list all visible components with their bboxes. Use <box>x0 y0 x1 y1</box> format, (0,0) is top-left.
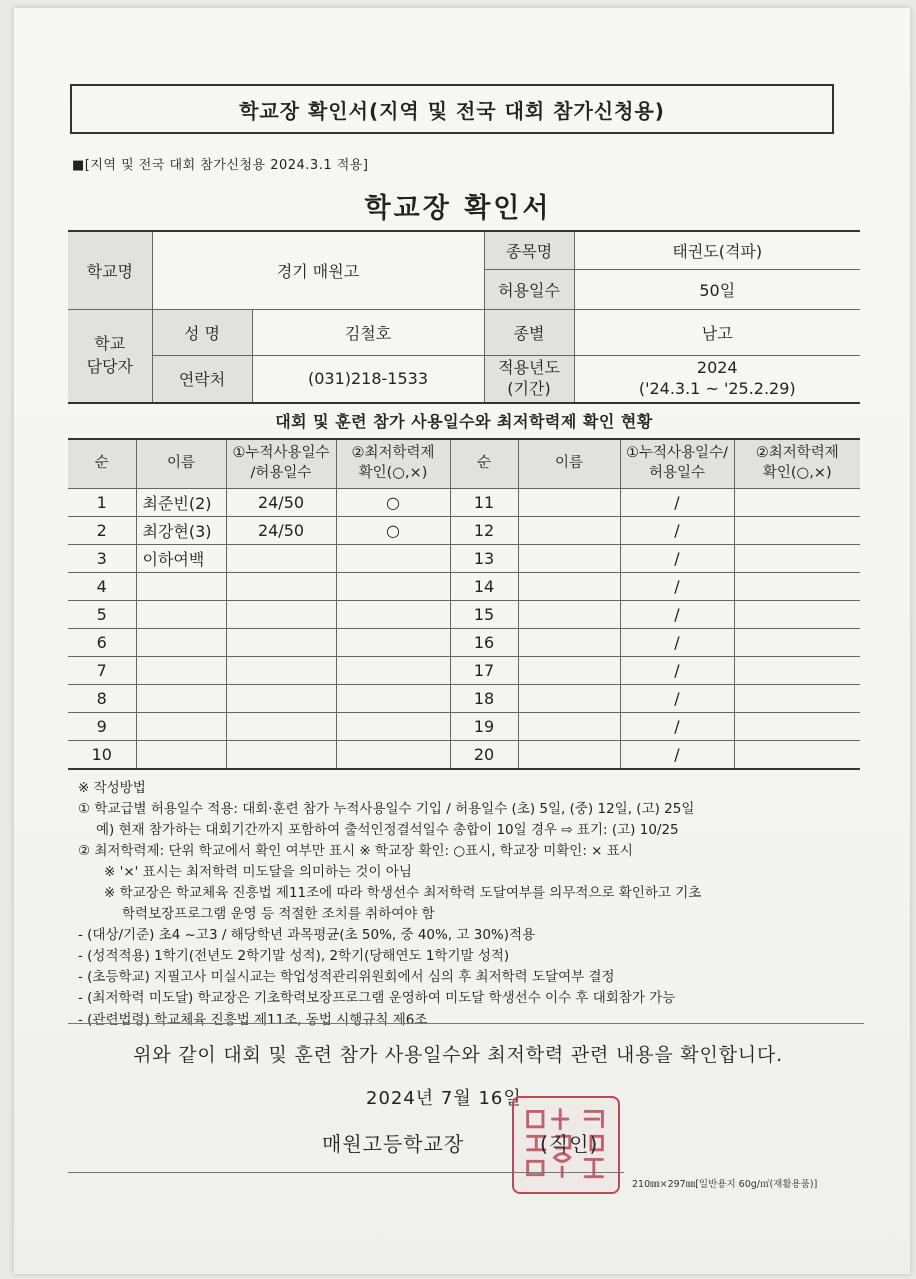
header-no-right: 순 <box>450 439 518 489</box>
days-used: / <box>620 685 734 713</box>
student-name <box>136 629 226 657</box>
header-title-box: 학교장 확인서(지역 및 전국 대회 참가신청용) <box>70 84 834 134</box>
note-detail-5: - (관련법령) 학교체육 진흥법 제11조, 동법 시행규칙 제6조 <box>78 1011 428 1028</box>
academic-check <box>734 685 860 713</box>
event-value: 태권도(격파) <box>574 231 860 269</box>
note-2d: 학력보장프로그램 운영 등 적절한 조치를 취하여야 함 <box>122 906 435 923</box>
student-name <box>518 685 620 713</box>
confirmation-statement: 위와 같이 대회 및 훈련 참가 사용일수와 최저학력 관련 내용을 확인합니다. <box>133 1044 783 1066</box>
student-name: 이하여백 <box>136 545 226 573</box>
days-used: / <box>620 573 734 601</box>
student-name <box>518 573 620 601</box>
days-used: / <box>620 545 734 573</box>
row-number: 9 <box>68 713 136 741</box>
header-check-right: ②최저학력제 확인(○,×) <box>734 439 860 489</box>
row-number: 11 <box>450 489 518 517</box>
row-number: 20 <box>450 741 518 770</box>
student-name <box>136 713 226 741</box>
academic-check <box>734 657 860 685</box>
academic-check <box>734 629 860 657</box>
days-used: / <box>620 713 734 741</box>
year-cell <box>574 355 860 403</box>
note-detail-2: - (성적적용) 1학기(전년도 2학기말 성적), 2학기(당해연도 1학기말 성적) <box>78 948 510 965</box>
academic-check <box>336 601 450 629</box>
table-row <box>68 713 860 741</box>
days-used: 24/50 <box>226 517 336 545</box>
applicability-line: ■[지역 및 전국 대회 참가신청용 2024.3.1 적용] <box>72 158 369 173</box>
days-used <box>226 601 336 629</box>
row-number: 18 <box>450 685 518 713</box>
row-number: 5 <box>68 601 136 629</box>
student-name <box>136 685 226 713</box>
contact-value: (031)218-1533 <box>252 355 484 403</box>
table-row <box>68 601 860 629</box>
row-number: 8 <box>68 685 136 713</box>
table-row <box>68 545 860 573</box>
status-section-title: 대회 및 훈련 참가 사용일수와 최저학력제 확인 현황 <box>275 412 653 431</box>
note-detail-4: - (최저학력 미도달) 학교장은 기초학력보장프로그램 운영하여 미도달 학생선수 이수 후 대회참가 가능 <box>78 990 676 1007</box>
student-name <box>518 545 620 573</box>
note-1b: 예) 현재 참가하는 대회기간까지 포함하여 출석인정결석일수 총합이 10일 경우 ⇨ 표기: (고) 10/25 <box>96 822 679 839</box>
table-row <box>68 629 860 657</box>
header-check: ②최저학력제 확인(○,×) <box>336 439 450 489</box>
student-name <box>136 601 226 629</box>
row-number: 6 <box>68 629 136 657</box>
school-info-table <box>68 230 860 404</box>
school-label: 학교명 <box>68 231 152 309</box>
period-value: ('24.3.1 ~ '25.2.29) <box>638 378 796 398</box>
row-number: 17 <box>450 657 518 685</box>
academic-check <box>336 713 450 741</box>
student-name <box>518 629 620 657</box>
row-number: 12 <box>450 517 518 545</box>
year-value: 2024 <box>696 357 738 377</box>
days-used <box>226 629 336 657</box>
table-row <box>68 741 860 770</box>
days-used: / <box>620 517 734 545</box>
row-number: 16 <box>450 629 518 657</box>
row-number: 13 <box>450 545 518 573</box>
academic-check <box>734 573 860 601</box>
row-number: 4 <box>68 573 136 601</box>
student-name <box>136 657 226 685</box>
academic-check <box>336 741 450 770</box>
header-name-right: 이름 <box>518 439 620 489</box>
page-title: 학교장 확인서 <box>364 193 552 224</box>
note-2b: ※ '×' 표시는 최저학력 미도달을 의미하는 것이 아님 <box>104 864 412 881</box>
days-used: / <box>620 741 734 770</box>
header-days: ①누적사용일수 /허용일수 <box>226 439 336 489</box>
note-detail-3: - (초등학교) 지필고사 미실시교는 학업성적관리위원회에서 심의 후 최저학력 도달여부 결정 <box>78 969 615 986</box>
days-used <box>226 545 336 573</box>
days-used <box>226 741 336 770</box>
name-value: 김철호 <box>252 309 484 355</box>
table-row <box>68 489 860 517</box>
academic-check <box>336 545 450 573</box>
days-used: / <box>620 657 734 685</box>
notes-heading: ※ 작성방법 <box>78 780 146 796</box>
table-row <box>68 657 860 685</box>
academic-check: ○ <box>336 489 450 517</box>
school-value: 경기 매원고 <box>152 231 484 309</box>
student-name <box>518 657 620 685</box>
row-number: 14 <box>450 573 518 601</box>
academic-check <box>734 741 860 770</box>
allowed-days-value: 50일 <box>574 269 860 309</box>
row-number: 1 <box>68 489 136 517</box>
student-name <box>518 517 620 545</box>
seal-mark: (직인) <box>540 1132 599 1156</box>
academic-check: ○ <box>336 517 450 545</box>
academic-check <box>734 517 860 545</box>
academic-check <box>734 713 860 741</box>
table-row <box>68 685 860 713</box>
days-used <box>226 685 336 713</box>
note-detail-1: - (대상/기준) 초4 ~고3 / 해당학년 과목평균(초 50%, 중 40%, 고 30%)적용 <box>78 927 536 944</box>
row-number: 10 <box>68 741 136 770</box>
table-row <box>68 573 860 601</box>
divider <box>68 1023 864 1024</box>
row-number: 7 <box>68 657 136 685</box>
category-value: 남고 <box>574 309 860 355</box>
days-used: / <box>620 629 734 657</box>
student-name: 최준빈(2) <box>136 489 226 517</box>
days-used <box>226 713 336 741</box>
days-used <box>226 657 336 685</box>
student-name: 최강현(3) <box>136 517 226 545</box>
days-used: / <box>620 489 734 517</box>
row-number: 15 <box>450 601 518 629</box>
status-table-header <box>68 439 860 489</box>
academic-check <box>734 601 860 629</box>
student-name <box>136 741 226 770</box>
manager-label: 학교 담당자 <box>68 309 152 403</box>
allowed-days-label: 허용일수 <box>484 269 574 309</box>
academic-check <box>336 629 450 657</box>
category-label: 종별 <box>484 309 574 355</box>
academic-check <box>734 545 860 573</box>
footer-divider <box>68 1172 624 1173</box>
header-no: 순 <box>68 439 136 489</box>
name-label: 성 명 <box>152 309 252 355</box>
paper-spec: 210㎜×297㎜[일반용지 60g/㎡(재활용품)] <box>632 1179 818 1190</box>
student-name <box>518 713 620 741</box>
table-row <box>68 517 860 545</box>
header-days-right: ①누적사용일수/ 허용일수 <box>620 439 734 489</box>
row-number: 2 <box>68 517 136 545</box>
contact-label: 연락처 <box>152 355 252 403</box>
status-table <box>68 438 860 770</box>
academic-check <box>336 573 450 601</box>
event-label: 종목명 <box>484 231 574 269</box>
note-2a: ② 최저학력제: 단위 학교에서 확인 여부만 표시 ※ 학교장 확인: ○표시, 학교장 미확인: × 표시 <box>78 843 633 860</box>
days-used <box>226 573 336 601</box>
student-name <box>518 601 620 629</box>
signer-name: 매원고등학교장 <box>322 1132 465 1156</box>
row-number: 3 <box>68 545 136 573</box>
days-used: 24/50 <box>226 489 336 517</box>
academic-check <box>336 657 450 685</box>
student-name <box>518 489 620 517</box>
instructions <box>78 778 868 1031</box>
note-1a: ① 학교급별 허용일수 적용: 대회·훈련 참가 누적사용일수 기입 / 허용일수 (초) 5일, (중) 12일, (고) 25일 <box>78 801 695 818</box>
student-name <box>518 741 620 770</box>
confirmation-date: 2024년 7월 16일 <box>366 1088 522 1109</box>
days-used: / <box>620 601 734 629</box>
academic-check <box>734 489 860 517</box>
note-2c: ※ 학교장은 학교체육 진흥법 제11조에 따라 학생선수 최저학력 도달여부를 의무적으로 확인하고 기초 <box>104 885 702 902</box>
student-name <box>136 573 226 601</box>
header-name: 이름 <box>136 439 226 489</box>
row-number: 19 <box>450 713 518 741</box>
year-label: 적용년도 (기간) <box>484 355 574 403</box>
academic-check <box>336 685 450 713</box>
